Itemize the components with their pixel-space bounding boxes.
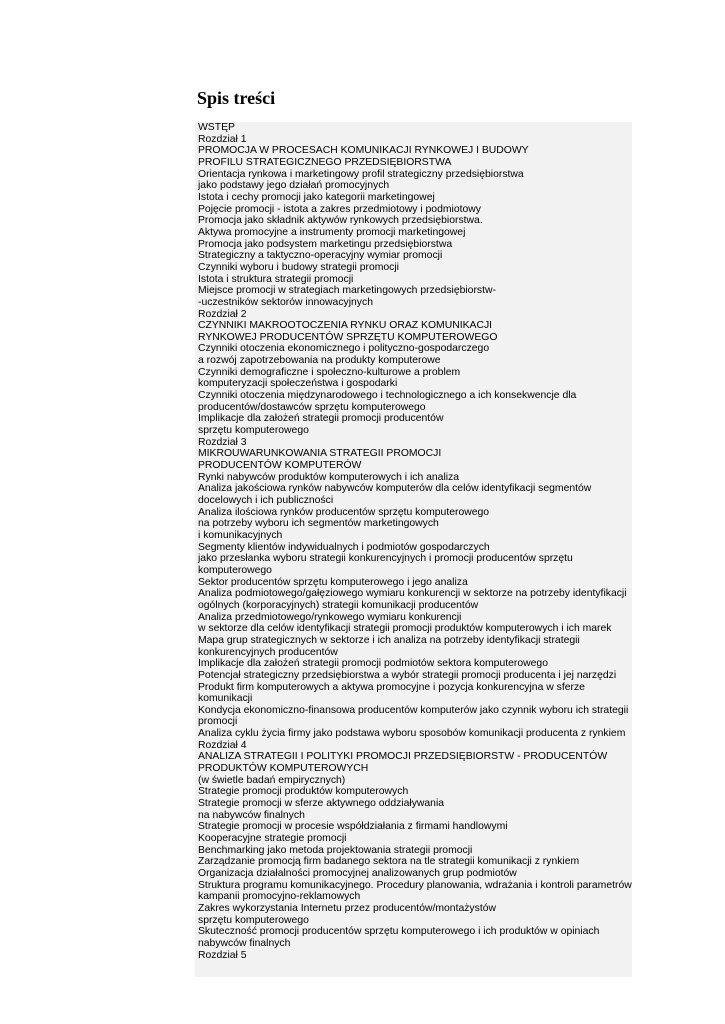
toc-line: Miejsce promocji w strategiach marketingowych przedsiębiorstw-	[198, 285, 496, 297]
toc-line: Orientacja rynkowa i marketingowy profil strategiczny przedsiębiorstwa	[198, 168, 524, 180]
toc-line: Analiza przedmiotowego/rynkowego wymiaru konkurencji	[198, 611, 462, 623]
toc-line: ANALIZA STRATEGII I POLITYKI PROMOCJI PRZEDSIĘBIORSTW - PRODUCENTÓW	[198, 751, 608, 763]
toc-line: Segmenty klientów indywidualnych i podmiotów gospodarczych	[198, 541, 490, 553]
toc-line: docelowych i ich publiczności	[198, 495, 334, 506]
toc-line: ogólnych (korporacyjnych) strategii komunikacji producentów	[198, 599, 479, 611]
toc-line: Rozdział 1	[198, 133, 247, 145]
toc-line: Rozdział 2	[198, 308, 247, 320]
toc-line: komputeryzacji społeczeństwa i gospodarki	[198, 378, 398, 390]
toc-line: Strategiczny a taktyczno-operacyjny wymiar promocji	[198, 250, 443, 262]
table-of-contents	[195, 122, 632, 977]
toc-line: PRODUCENTÓW KOMPUTERÓW	[198, 460, 362, 472]
toc-line: PROFILU STRATEGICZNEGO PRZEDSIĘBIORSTWA	[198, 156, 452, 168]
toc-line: Mapa grup strategicznych w sektorze i ich analiza na potrzeby identyfikacji strategii	[198, 634, 580, 646]
toc-line: Implikacje dla założeń strategii promocji producentów	[198, 413, 444, 425]
toc-line: na potrzeby wyboru ich segmentów marketingowych	[198, 518, 439, 530]
toc-line: CZYNNIKI MAKROOTOCZENIA RYNKU ORAZ KOMUNIKACJI	[198, 320, 493, 332]
toc-line: Potencjał strategiczny przedsiębiorstwa a wybór strategii promocji producenta i jej narzędzi	[198, 669, 617, 681]
document-title: Spis treści	[197, 88, 276, 108]
toc-line: Rynki nabywców produktów komputerowych i ich analiza	[198, 471, 460, 483]
toc-line: Analiza cyklu życia firmy jako podstawa wyboru sposobów komunikacji producenta z rynkiem	[198, 728, 626, 740]
toc-line: Kooperacyjne strategie promocji	[198, 833, 347, 845]
toc-line: a rozwój zapotrzebowania na produkty komputerowe	[198, 355, 441, 367]
toc-line: na nabywców finalnych	[198, 809, 305, 821]
toc-line: kampanii promocyjno-reklamowych	[198, 891, 361, 903]
toc-line: Rozdział 5	[198, 949, 247, 961]
toc-line: nabywców finalnych	[198, 937, 291, 949]
toc-line: Strategie promocji w sferze aktywnego oddziaływania	[198, 798, 445, 810]
toc-line: Rozdział 4	[198, 739, 247, 751]
toc-line: Skuteczność promocji producentów sprzętu komputerowego i ich produktów w opiniach	[198, 926, 600, 938]
toc-line: Struktura programu komunikacyjnego. Procedury planowania, wdrażania i kontroli parametrów	[198, 879, 632, 891]
toc-line: PRODUKTÓW KOMPUTEROWYCH	[198, 763, 369, 775]
toc-line: Czynniki wyboru i budowy strategii promocji	[198, 261, 399, 273]
toc-line: promocji	[198, 716, 238, 728]
toc-line: jako przesłanka wyboru strategii konkurencyjnych i promocji producentów sprzętu	[198, 553, 573, 565]
toc-line: Czynniki otoczenia międzynarodowego i technologicznego a ich konsekwencje dla	[198, 390, 577, 402]
toc-line: RYNKOWEJ PRODUCENTÓW SPRZĘTU KOMPUTEROWEGO	[198, 331, 498, 343]
toc-line: WSTĘP	[198, 122, 235, 133]
toc-line: Rozdział 3	[198, 436, 247, 448]
toc-line: sprzętu komputerowego	[198, 914, 309, 926]
toc-line: Aktywa promocyjne a instrumenty promocji marketingowej	[198, 226, 466, 238]
toc-line: komputerowego	[198, 564, 272, 576]
toc-line: (w świetle badań empirycznych)	[198, 774, 346, 786]
toc-line: Produkt firm komputerowych a aktywa promocyjne i pozycja konkurencyjna w sferze	[198, 681, 585, 693]
toc-line: Promocja jako podsystem marketingu przedsiębiorstwa	[198, 238, 453, 250]
toc-line: Analiza ilościowa rynków producentów sprzętu komputerowego	[198, 506, 490, 518]
toc-line: Analiza podmiotowego/gałęziowego wymiaru konkurencji w sektorze na potrzeby identyfikacji	[198, 588, 627, 600]
toc-line: Organizacja działalności promocyjnej analizowanych grup podmiotów	[198, 868, 517, 879]
toc-line: konkurencyjnych producentów	[198, 646, 338, 658]
toc-line: komunikacji	[198, 693, 253, 705]
toc-line: PROMOCJA W PROCESACH KOMUNIKACJI RYNKOWEJ I BUDOWY	[198, 145, 529, 157]
toc-line: producentów/dostawców sprzętu komputerowego	[198, 401, 426, 413]
toc-line: Strategie promocji produktów komputerowych	[198, 786, 409, 798]
toc-line: Zakres wykorzystania Internetu przez producentów/montażystów	[198, 902, 496, 914]
toc-line: Kondycja ekonomiczno-finansowa producentów komputerów jako czynnik wyboru ich strategii	[198, 704, 629, 716]
toc-line: -uczestników sektorów innowacyjnych	[198, 296, 373, 308]
toc-line: Pojęcie promocji - istota a zakres przedmiotowy i podmiotowy	[198, 203, 481, 215]
toc-line: Czynniki demograficzne i społeczno-kulturowe a problem	[198, 366, 461, 378]
toc-line: Zarządzanie promocją firm badanego sektora na tle strategii komunikacji z rynkiem	[198, 856, 580, 868]
toc-line: w sektorze dla celów identyfikacji strategii promocji produktów komputerowych i ich marek	[198, 623, 612, 635]
toc-line: Istota i struktura strategii promocji	[198, 273, 354, 285]
toc-line: MIKROUWARUNKOWANIA STRATEGII PROMOCJI	[198, 448, 442, 460]
toc-line: Analiza jakościowa rynków nabywców komputerów dla celów identyfikacji segmentów	[198, 483, 592, 495]
toc-line: Istota i cechy promocji jako kategorii marketingowej	[198, 191, 435, 203]
toc-line: Promocja jako składnik aktywów rynkowych przedsiębiorstwa.	[198, 215, 483, 227]
toc-line: sprzętu komputerowego	[198, 425, 309, 437]
toc-line: Sektor producentów sprzętu komputerowego i jego analiza	[198, 576, 468, 588]
toc-line: Benchmarking jako metoda projektowania strategii promocji	[198, 844, 473, 856]
toc-line: Czynniki otoczenia ekonomicznego i polityczno-gospodarczego	[198, 343, 490, 355]
toc-line: Strategie promocji w procesie współdziałania z firmami handlowymi	[198, 821, 508, 833]
toc-line: jako podstawy jego działań promocyjnych	[198, 180, 390, 192]
toc-line: Implikacje dla założeń strategii promocji podmiotów sektora komputerowego	[198, 658, 548, 670]
toc-line: i komunikacyjnych	[198, 529, 283, 541]
